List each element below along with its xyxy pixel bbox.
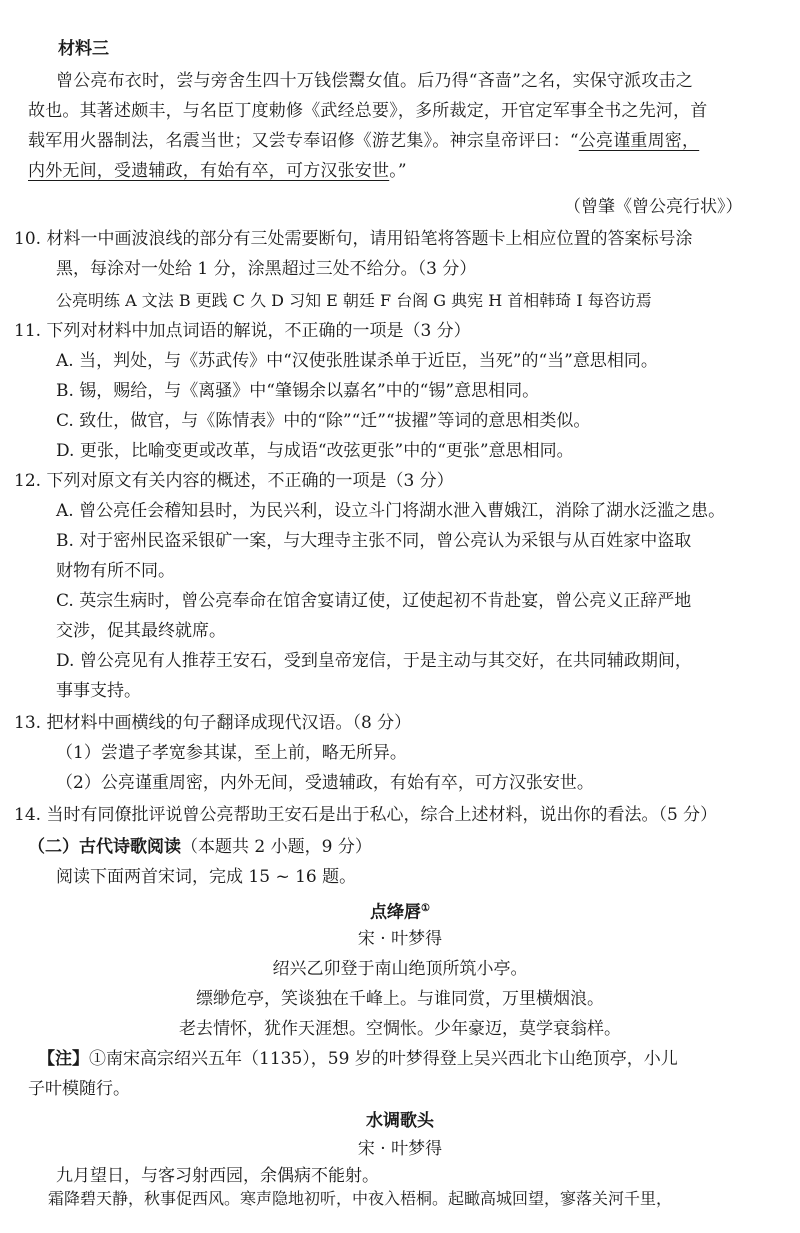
material3-line-4-end: 。” [389,161,407,181]
q12-option-d-line-1: D. 曾公亮见有人推荐王安石，受到皇帝宠信，于是主动与其交好，在共同辅政期间， [56,651,692,671]
q13-sentence-1: （1）尝遣子孝宽参其谋，至上前，略无所异。 [56,743,407,763]
poem2-line-1: 霜降碧天静，秋事促西风。寒声隐地初听，中夜入梧桐。起瞰高城回望，寥落关河千里， [48,1189,673,1208]
underlined-sentence-part-1: 公亮谨重周密， [578,131,700,151]
material3-line-3 [28,130,699,152]
material3-heading: 材料三 [58,39,109,59]
q12-option-b-line-2: 财物有所不同。 [56,561,175,581]
poem2-preface: 九月望日，与客习射西园，余偶病不能射。 [56,1166,379,1186]
material3-line-1: 曾公亮布衣时，尝与旁舍生四十万钱偿鬻女值。后乃得“吝啬”之名，实保守派攻击之 [56,71,693,91]
section2-intro: 阅读下面两首宋词，完成 15 ~ 16 题。 [56,867,357,887]
q13-sentence-2: （2）公亮谨重周密，内外无间，受遗辅政，有始有卒，可方汉张安世。 [56,773,594,793]
q11-option-a: A. 当，判处，与《苏武传》中“汉使张胜谋杀单于近臣，当死”的“当”意思相同。 [56,351,658,371]
q14-stem: 14. 当时有同僚批评说曾公亮帮助王安石是出于私心，综合上述材料，说出你的看法。（5 分） [14,805,718,825]
poem1-note-line-2: 子叶模随行。 [28,1079,130,1099]
material3-source: （曾肇《曾公亮行状》） [564,197,743,217]
q10-stem-line-1: 10. 材料一中画波浪线的部分有三处需要断句，请用铅笔将答题卡上相应位置的答案标号涂 [14,229,693,249]
q11-option-d: D. 更张，比喻变更或改革，与成语“改弦更张”中的“更张”意思相同。 [56,441,574,461]
q12-stem: 12. 下列对原文有关内容的概述，不正确的一项是（3 分） [14,471,454,491]
q11-stem: 11. 下列对材料中加点词语的解说，不正确的一项是（3 分） [14,321,471,341]
underlined-sentence-part-2: 内外无间，受遗辅政，有始有卒，可方汉张安世 [28,161,390,181]
poem1-note-text: ①南宋高宗绍兴五年（1135），59 岁的叶梦得登上吴兴西北卞山绝顶亭，小儿 [89,1049,678,1069]
poem1-title-text: 点绛唇 [370,902,422,923]
section2-title: （二）古代诗歌阅读 [28,837,181,857]
section2-note: （本题共 2 小题，9 分） [181,837,372,857]
poem1-author: 宋 · 叶梦得 [357,929,443,949]
material3-line-2: 故也。其著述颇丰，与名臣丁度勅修《武经总要》，多所裁定，开官定军事全书之先河，首 [28,101,708,121]
q12-option-c-line-1: C. 英宗生病时，曾公亮奉命在馆舍宴请辽使，辽使起初不肯赴宴，曾公亮义正辞严地 [56,591,692,611]
material3-line-4 [28,160,407,182]
q10-stem-line-2: 黑，每涂对一处给 1 分，涂黑超过三处不给分。（3 分） [56,259,477,279]
poem1-title [0,898,800,924]
poem1-preface: 绍兴乙卯登于南山绝顶所筑小亭。 [272,959,528,979]
poem1-note-label: 【注】 [38,1049,89,1069]
q12-option-a: A. 曾公亮任会稽知县时，为民兴利，设立斗门将湖水泄入曹娥江，消除了湖水泛滥之患。 [56,501,726,521]
q12-option-b-line-1: B. 对于密州民盗采银矿一案，与大理寺主张不同，曾公亮认为采银与从百姓家中盗取 [56,531,692,551]
poem1-note-line-1 [38,1048,678,1070]
poem1-line-1: 缥缈危亭，笑谈独在千峰上。与谁同赏，万里横烟浪。 [196,989,604,1009]
q12-option-d-line-2: 事事支持。 [56,681,141,701]
poem1-line-2: 老去情怀，犹作天涯想。空惆怅。少年豪迈，莫学衰翁样。 [179,1019,621,1039]
q13-stem: 13. 把材料中画横线的句子翻译成现代汉语。（8 分） [14,713,412,733]
q11-option-b: B. 锡，赐给，与《离骚》中“肇锡余以嘉名”中的“锡”意思相同。 [56,381,540,401]
q11-option-c: C. 致仕，做官，与《陈情表》中的“除”“迁”“拔擢”等词的意思相类似。 [56,411,591,431]
poem1-footnote-mark: ① [421,903,430,914]
poem2-author: 宋 · 叶梦得 [357,1139,443,1159]
section2-heading [28,836,372,858]
material3-line-3-text: 载军用火器制法，名震当世；又尝专奉诏修《游艺集》。神宗皇帝评曰：“ [28,131,579,151]
poem2-title: 水调歌头 [366,1111,434,1131]
q12-option-c-line-2: 交涉，促其最终就席。 [56,621,226,641]
q10-passage: 公亮明练 A 文法 B 更践 C 久 D 习知 E 朝廷 F 台阁 G 典宪 H 首相韩琦 I 每咨访焉 [56,291,652,310]
